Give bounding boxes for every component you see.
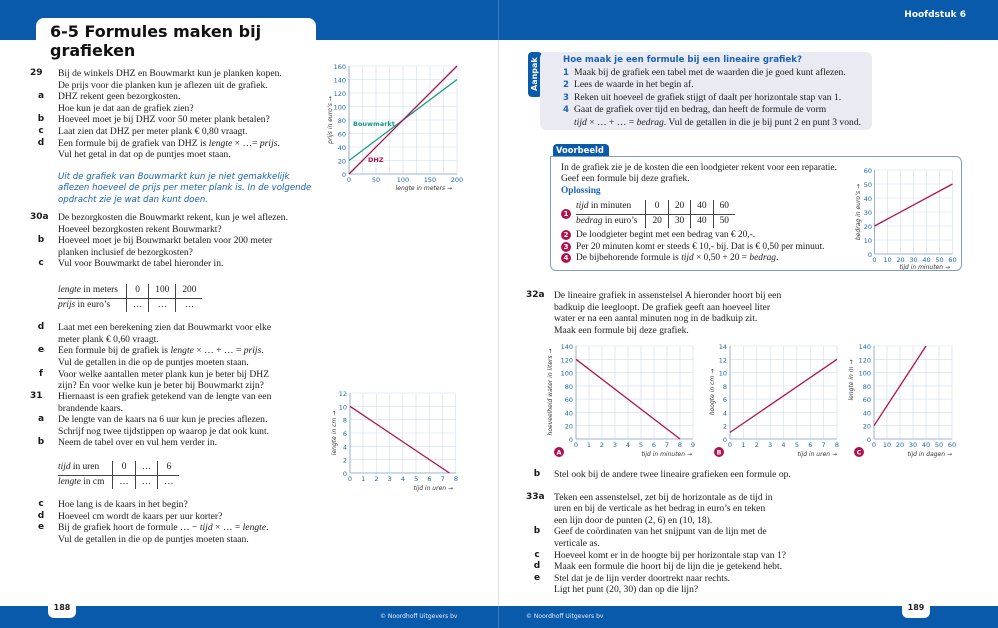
exercise-32: 32a De lineaire grafiek in assenstelsel A hieronder hoort bij een badkuip die leegloopt. De grafiek geeft aan hoeveel liter water er na een aantal minuten nog in de badkuip zit. Maak een formule bij deze grafiek. <box>526 290 782 336</box>
chart-loodgieter <box>848 160 963 270</box>
svg-text:2: 2 <box>342 456 347 465</box>
svg-text:4: 4 <box>342 443 347 452</box>
exercise-31: 31 Hiernaast is een grafiek getekend van de lengte van een brandende kaars. a De lengte van de kaars na 6 uur kun je precies aflezen. Schrijf nog twee tijdstippen op waarop je dat ook kunt. b Neem de tabel over en vul hem verder in. tijd in uren 0 … 6 lengte in cm … … … c Hoe lang is de kaars in het begin? d Hoeveel cm wordt de kaars per uur korter? e Bij de grafiek hoort de formule … − tijd × … = lengte. Vul de getallen in die op de puntjes moeten staan. <box>30 391 272 545</box>
page-number-right: 189 <box>902 598 930 618</box>
svg-text:B: B <box>716 448 722 457</box>
svg-text:6: 6 <box>427 475 432 483</box>
svg-text:30: 30 <box>908 441 918 449</box>
svg-text:6: 6 <box>342 430 347 438</box>
svg-text:0: 0 <box>346 176 352 184</box>
chart-A-badkuip <box>540 340 700 465</box>
exercise-29: 29 Bij de winkels DHZ en Bouwmarkt kun je planken kopen. De prijs voor die planken kun je aflezen uit de grafiek. a DHZ rekent geen bezorgkosten. Hoe kun je dat aan de grafiek zien? b Hoeveel moet je bij DHZ voor 50 meter plank betalen? c Laat zien dat DHZ per meter plank € 0,80 vraagt. d Een formule bij de grafiek van DHZ is lengte × …= prijs. Vul het getal in dat op de puntjes moet staan. Uit de grafiek van Bouwmarkt kun je niet gemakkelijk aflezen hoeveel de prijs per meter plank is. In de volgende opdracht zie je wat dan kunt doen. <box>30 68 315 207</box>
svg-text:10: 10 <box>882 441 892 449</box>
svg-text:lengte in cm →: lengte in cm → <box>331 410 338 456</box>
svg-text:8: 8 <box>342 416 347 425</box>
svg-text:30: 30 <box>863 209 872 217</box>
svg-text:8: 8 <box>722 382 727 391</box>
svg-text:60: 60 <box>947 441 957 449</box>
svg-text:50: 50 <box>863 181 872 189</box>
svg-text:6: 6 <box>651 441 657 449</box>
svg-text:8: 8 <box>453 475 459 483</box>
svg-text:40: 40 <box>921 441 931 449</box>
svg-text:C: C <box>856 448 862 457</box>
svg-text:7: 7 <box>664 441 670 449</box>
svg-text:0: 0 <box>727 441 733 449</box>
svg-text:5: 5 <box>638 441 644 449</box>
svg-text:tijd in dagen →: tijd in dagen → <box>907 451 952 458</box>
svg-text:160: 160 <box>333 63 346 71</box>
svg-text:20: 20 <box>862 422 871 431</box>
voorbeeld-tab: Voorbeeld <box>553 144 609 157</box>
svg-text:12: 12 <box>338 390 347 398</box>
svg-text:20: 20 <box>863 223 872 231</box>
svg-text:prijs in euro’s →: prijs in euro’s → <box>327 96 334 144</box>
svg-text:20: 20 <box>337 157 346 166</box>
svg-text:5: 5 <box>414 475 419 483</box>
svg-text:8: 8 <box>677 441 683 449</box>
svg-text:150: 150 <box>423 176 437 184</box>
svg-text:40: 40 <box>863 195 872 203</box>
copyright-left: © Noordhoff Uitgevers bv <box>380 613 458 620</box>
svg-text:6: 6 <box>808 441 813 449</box>
svg-text:40: 40 <box>337 144 346 152</box>
svg-text:80: 80 <box>337 117 346 125</box>
svg-text:120: 120 <box>333 90 346 98</box>
svg-text:7: 7 <box>440 475 445 483</box>
svg-text:120: 120 <box>858 356 871 365</box>
svg-text:2: 2 <box>374 475 379 483</box>
svg-text:6: 6 <box>722 396 727 405</box>
svg-text:40: 40 <box>564 409 573 418</box>
svg-text:3: 3 <box>768 441 773 449</box>
svg-text:60: 60 <box>948 256 957 264</box>
svg-text:40: 40 <box>922 256 931 264</box>
svg-text:9: 9 <box>690 441 696 449</box>
svg-text:bedrag in euro’s →: bedrag in euro’s → <box>855 183 862 241</box>
svg-text:tijd in minuten →: tijd in minuten → <box>899 264 950 270</box>
svg-text:100: 100 <box>560 369 573 378</box>
svg-text:lengte in meters →: lengte in meters → <box>395 185 452 192</box>
svg-text:tijd in minuten →: tijd in minuten → <box>641 451 692 458</box>
svg-text:0: 0 <box>722 436 727 444</box>
svg-text:10: 10 <box>883 256 892 264</box>
svg-text:8: 8 <box>834 441 840 449</box>
svg-text:0: 0 <box>871 441 877 449</box>
svg-text:100: 100 <box>396 176 410 184</box>
copyright-right: © Noordhoff Uitgevers bv <box>526 613 604 620</box>
svg-text:10: 10 <box>338 403 347 412</box>
chart-C-lengte <box>840 340 970 465</box>
exercise-32b-33: b Stel ook bij de andere twee lineaire grafieken een formule op. 33a Teken een assenstelsel, zet bij de horizontale as de tijd in uren en bij de verticale as het bedrag in euro’s en teken een lijn door de punten (2, 6) en (10, 18). b Geef de coördinaten van het snijpunt van de lijn met de verticale as. c Hoeveel komt er in de hoogte bij per horizontale stap van 1? d Maak een formule die hoort bij de lijn die je getekend hebt. e Stel dat je de lijn verder doortrekt naar rechts. Ligt het punt (20, 30) dan op die lijn? <box>526 469 791 596</box>
svg-text:1: 1 <box>586 441 592 449</box>
svg-text:60: 60 <box>337 130 346 139</box>
page-number-left: 188 <box>48 598 76 618</box>
svg-text:140: 140 <box>560 343 573 351</box>
aanpak-tab: Aanpak <box>528 52 542 97</box>
svg-text:tijd in uren →: tijd in uren → <box>797 451 837 458</box>
step-bullet: 1 <box>561 209 571 219</box>
svg-text:Bouwmarkt: Bouwmarkt <box>353 120 395 128</box>
svg-text:50: 50 <box>935 256 944 264</box>
svg-text:2: 2 <box>754 441 759 449</box>
svg-text:20: 20 <box>564 422 573 431</box>
svg-text:3: 3 <box>612 441 618 449</box>
svg-text:20: 20 <box>896 256 905 264</box>
hint-note: Uit de grafiek van Bouwmarkt kun je niet gemakkelijk aflezen hoeveel de prijs per meter plank is. In de volgende opdracht zie je wat dan kunt doen. <box>58 171 312 205</box>
svg-text:DHZ: DHZ <box>368 156 384 164</box>
svg-text:100: 100 <box>333 103 346 112</box>
svg-text:0: 0 <box>342 470 347 478</box>
svg-text:0: 0 <box>872 256 877 264</box>
svg-text:0: 0 <box>341 171 346 179</box>
svg-text:lengte in m →: lengte in m → <box>848 359 855 401</box>
svg-text:50: 50 <box>371 176 381 184</box>
svg-text:5: 5 <box>794 441 799 449</box>
svg-text:120: 120 <box>560 356 573 365</box>
page-spine <box>498 40 499 606</box>
chart-kaars <box>325 385 470 495</box>
svg-text:tijd in uren →: tijd in uren → <box>413 485 453 492</box>
svg-text:40: 40 <box>862 409 871 418</box>
svg-text:0: 0 <box>573 441 579 449</box>
svg-text:50: 50 <box>934 441 944 449</box>
svg-text:60: 60 <box>863 167 872 175</box>
svg-text:200: 200 <box>450 176 464 184</box>
chapter-label: Hoofdstuk 6 <box>904 10 966 20</box>
chart-dhz-bouwmarkt <box>322 60 472 195</box>
svg-text:80: 80 <box>862 382 871 391</box>
svg-text:60: 60 <box>564 396 573 405</box>
exercise-30: 30a De bezorgkosten die Bouwmarkt rekent, kun je wel aflezen. Hoeveel bezorgkosten rekent Bouwmarkt? b Hoeveel moet je bij Bouwmarkt betalen voor 200 meter planken inclusief de bezorgkosten? c Vul voor Bouwmarkt de tabel hieronder in. lengte in meters 0 100 200 prijs in euro’s … … … d Laat met een berekening zien dat Bouwmarkt voor elke meter plank € 0,60 vraagt. e Een formule bij de grafiek is lengte × … + … = prijs. Vul de getallen in die op de puntjes moeten staan. f Voor welke aantallen meter plank kun je beter bij DHZ zijn? En voor welke kun je beter bij Bouwmarkt zijn? <box>30 212 288 392</box>
svg-text:A: A <box>556 448 562 457</box>
svg-text:0: 0 <box>347 475 353 483</box>
svg-text:14: 14 <box>718 343 727 351</box>
svg-text:100: 100 <box>858 369 871 378</box>
svg-text:4: 4 <box>625 441 631 449</box>
svg-text:80: 80 <box>564 382 573 391</box>
svg-text:0: 0 <box>866 436 871 444</box>
svg-text:140: 140 <box>333 76 346 85</box>
svg-text:10: 10 <box>718 369 727 378</box>
section-title: 6-5 Formules maken bij grafieken <box>36 18 316 44</box>
table-loodgieter: tijd in minuten 0 20 40 60 bedrag in euro’s 20 30 40 50 <box>576 200 735 228</box>
svg-text:60: 60 <box>862 396 871 405</box>
svg-text:7: 7 <box>821 441 826 449</box>
svg-text:0: 0 <box>568 436 573 444</box>
svg-text:3: 3 <box>387 475 392 483</box>
aanpak-box: Hoe maak je een formule bij een lineaire grafiek? 1 Maak bij de grafiek een tabel met de waarden die je goed kunt aflezen. 2 Lees de waarde in het begin af. 3 Reken uit hoeveel de grafiek stijgt of daalt per horizontale stap van 1. 4 Gaat de grafiek over tijd en bedrag, dan heeft de formule de vorm tijd × … + … = bedrag. Vul de getallen in die je bij punt 2 en punt 3 vond. <box>540 52 872 130</box>
svg-text:hoogte in cm →: hoogte in cm → <box>709 368 716 416</box>
svg-text:4: 4 <box>781 441 786 449</box>
svg-text:30: 30 <box>909 256 918 264</box>
svg-text:10: 10 <box>863 237 872 245</box>
svg-text:2: 2 <box>599 441 605 449</box>
svg-text:1: 1 <box>361 475 366 483</box>
svg-text:1: 1 <box>741 441 746 449</box>
chart-B-hoogte <box>700 340 845 465</box>
table-kaars: tijd in uren 0 … 6 lengte in cm … … … <box>58 461 179 489</box>
svg-text:12: 12 <box>718 356 727 365</box>
exercise-number: 29 <box>30 68 43 78</box>
svg-text:4: 4 <box>400 475 406 483</box>
svg-text:hoeveelheid water in liters →: hoeveelheid water in liters → <box>547 348 554 436</box>
svg-text:20: 20 <box>895 441 905 449</box>
svg-text:140: 140 <box>858 343 871 351</box>
table-bouwmarkt: lengte in meters 0 100 200 prijs in euro’s … … … <box>58 284 202 312</box>
voorbeeld-box: In de grafiek zie je de kosten die een loodgieter rekent voor een reparatie. Geef een formule bij deze grafiek. Oplossing 1 tijd in minuten 0 20 40 60 bedrag in euro’s 20 30 40 50 2 De loodgieter begint met een bedrag van € 20,-. 3 Per 20 minuten komt er steeds € 10,- bij. Dat is € 0,50 per minuut. 4 De bijbehorende formule is tijd × 0,50 + 20 = bedrag. <box>550 156 962 271</box>
svg-text:0: 0 <box>867 251 872 259</box>
bottom-banner <box>0 606 998 628</box>
svg-text:4: 4 <box>722 409 727 418</box>
svg-text:2: 2 <box>722 422 727 431</box>
